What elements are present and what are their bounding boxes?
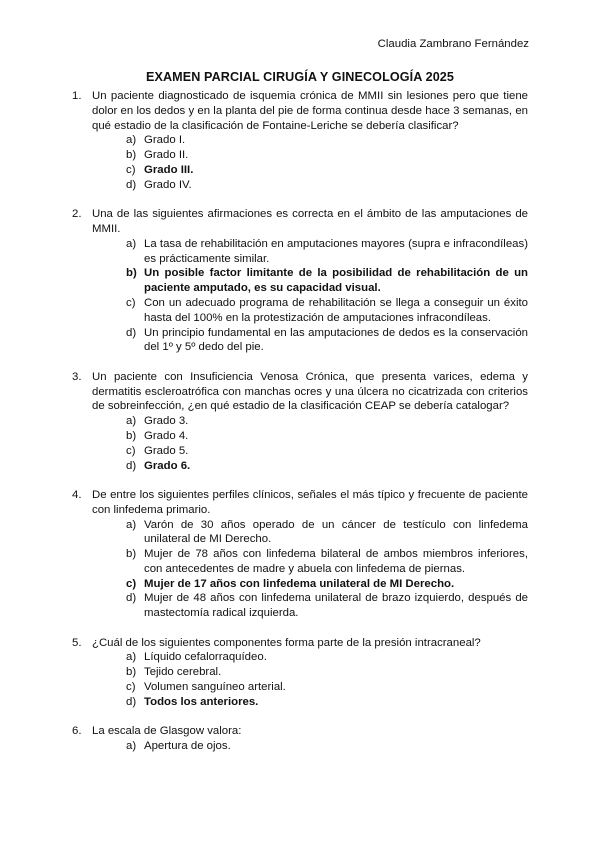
option-c-correct [92,163,528,178]
option-label: b) [126,149,137,162]
option-text: Grado IV. [144,178,192,191]
question-5 [72,636,528,710]
option-label: a) [126,651,137,664]
option-text: Mujer de 48 años con linfedema unilateral de brazo izquierdo, después de mastectomía radical izquierda. [144,592,528,620]
question-2 [72,207,528,355]
option-b [92,547,528,577]
option-b [92,429,528,444]
option-text: Un posible factor limitante de la posibilidad de rehabilitación de un paciente amputado, es su capacidad visual. [144,267,528,295]
option-text: Grado 6. [144,459,191,472]
question-list [72,89,528,768]
question-text: De entre los siguientes perfiles clínicos, señales el más típico y frecuente de paciente con linfedema primario. [92,488,528,516]
option-text: Grado I. [144,134,186,147]
option-label: c) [126,681,136,694]
option-label: d) [126,459,137,472]
option-text: Grado III. [144,163,194,176]
option-d-correct [92,695,528,710]
option-list [92,414,528,473]
option-a [92,414,528,429]
option-text: Grado 4. [144,429,189,442]
question-text: ¿Cuál de los siguientes componentes forma parte de la presión intracraneal? [92,636,481,649]
option-label: d) [126,178,137,191]
option-list [92,133,528,192]
option-text: Varón de 30 años operado de un cáncer de testículo con linfedema unilateral de MI Derecho. [144,518,528,546]
option-label: b) [126,267,137,280]
option-text: Apertura de ojos. [144,740,231,753]
option-d [92,326,528,356]
question-3 [72,370,528,474]
option-label: a) [126,134,137,147]
page-title: EXAMEN PARCIAL CIRUGÍA Y GINECOLOGÍA 2025 [145,70,455,84]
option-label: a) [126,518,137,531]
option-text: Grado II. [144,149,189,162]
option-label: a) [126,740,137,753]
option-text: Mujer de 78 años con linfedema bilateral de ambos miembros inferiores, con antecedentes de madre y abuela con linfedema de piernas. [144,548,528,575]
question-number: 2. [72,208,82,221]
option-label: b) [126,666,137,679]
option-c [92,444,528,459]
option-list [92,237,528,355]
option-label: c) [126,577,137,590]
option-label: b) [126,429,137,442]
option-text: Grado 5. [144,444,189,457]
option-text: Líquido cefalorraquídeo. [144,651,267,664]
question-text: Una de las siguientes afirmaciones es correcta en el ámbito de las amputaciones de MMII. [92,208,528,235]
author-name: Claudia Zambrano Fernández [377,38,529,50]
option-b-correct [92,266,528,296]
option-list [92,739,528,754]
option-a [92,650,528,665]
option-list [92,650,528,709]
option-text: Tejido cerebral. [144,666,222,679]
option-b [92,665,528,680]
option-label: a) [126,237,137,250]
question-number: 1. [72,90,82,102]
option-d-correct [92,459,528,474]
question-number: 5. [72,636,82,649]
option-c [92,296,528,326]
question-1 [72,89,528,193]
option-c [92,680,528,695]
option-c-correct [92,577,528,592]
option-a [92,237,528,267]
question-6 [72,724,528,754]
option-text: Todos los anteriores. [144,695,259,708]
option-text: La tasa de rehabilitación en amputaciones mayores (supra e infracondíleas) es prácticamente similar. [144,237,528,265]
option-text: Con un adecuado programa de rehabilitación se llega a conseguir un éxito hasta del 100% en la protestización de amputaciones infracondíleas. [144,296,528,324]
option-d [92,178,528,193]
option-a [92,739,528,754]
question-text: Un paciente con Insuficiencia Venosa Crónica, que presenta varices, edema y dermatitis escleroatrófica con manchas ocres y una úlcera no cicatrizada con criterios de sobreinfección, ¿en qué estadio de la clasificación CEAP se debería catalogar? [92,370,528,413]
question-text: Un paciente diagnosticado de isquemia crónica de MMII sin lesiones pero que tiene dolor en los dedos y en la planta del pie de forma continua desde hace 3 semanas, en qué estadio de la clasificación de Fontaine-Leriche se debería clasificar? [92,90,528,132]
question-text: La escala de Glasgow valora: [92,725,242,738]
option-label: a) [126,415,137,428]
option-text: Grado 3. [144,415,189,428]
option-label: d) [126,592,137,605]
option-a [92,133,528,148]
option-b [92,148,528,163]
option-text: Volumen sanguíneo arterial. [144,681,286,694]
option-label: c) [126,163,136,176]
option-label: c) [126,296,136,309]
option-label: b) [126,548,137,561]
option-text: Mujer de 17 años con linfedema unilateral de MI Derecho. [144,577,455,590]
option-list [92,518,528,622]
question-number: 3. [72,370,82,383]
question-number: 6. [72,725,82,738]
option-label: d) [126,695,137,708]
option-label: d) [126,326,137,339]
option-a [92,518,528,548]
option-text: Un principio fundamental en las amputaciones de dedos es la conservación del 1º y 5º dedo del pie. [144,326,528,354]
question-number: 4. [72,488,82,501]
question-4 [72,488,528,621]
option-d [92,591,528,621]
option-label: c) [126,444,136,457]
